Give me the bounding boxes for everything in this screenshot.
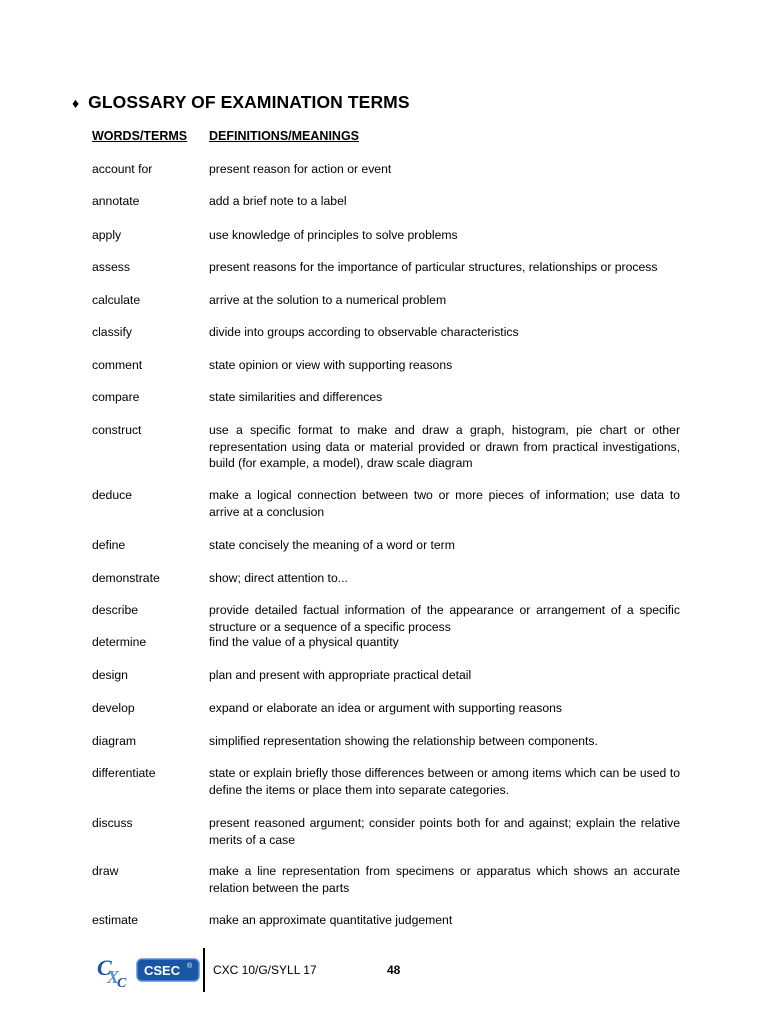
glossary-definition: state or explain briefly those differences between or among items which can be used to define the items or place them into separate categories. [209, 766, 680, 797]
section-heading [72, 92, 410, 113]
glossary-definition: make a logical connection between two or more pieces of information; use data to arrive at a conclusion [209, 488, 680, 519]
page-number: 48 [387, 963, 401, 977]
glossary-term: demonstrate [92, 571, 160, 585]
glossary-term: draw [92, 864, 119, 878]
glossary-definition: simplified representation showing the relationship between components. [209, 734, 598, 748]
page-title: GLOSSARY OF EXAMINATION TERMS [88, 92, 410, 112]
syllabus-code: CXC 10/G/SYLL 17 [213, 963, 317, 977]
glossary-definition: state opinion or view with supporting reasons [209, 358, 453, 372]
column-header-terms: WORDS/TERMS [92, 129, 188, 143]
glossary-term: annotate [92, 194, 140, 208]
glossary-definition: show; direct attention to... [209, 571, 348, 585]
logo-c-bottom: C [117, 976, 127, 989]
glossary-term: describe [92, 603, 139, 617]
glossary-definition: state similarities and differences [209, 390, 383, 404]
glossary-term: estimate [92, 913, 139, 927]
glossary-term: differentiate [92, 766, 156, 780]
glossary-term: determine [92, 635, 147, 649]
glossary-term: compare [92, 390, 140, 404]
glossary-definition: state concisely the meaning of a word or term [209, 538, 455, 552]
glossary-definition: add a brief note to a label [209, 194, 347, 208]
glossary-term: apply [92, 228, 122, 242]
glossary-term: assess [92, 260, 130, 274]
page-footer [0, 946, 768, 996]
glossary-definition: use knowledge of principles to solve problems [209, 228, 458, 242]
glossary-definition: plan and present with appropriate practical detail [209, 668, 472, 682]
glossary-term: comment [92, 358, 143, 372]
glossary-term: design [92, 668, 128, 682]
glossary-definition: expand or elaborate an idea or argument with supporting reasons [209, 701, 562, 715]
glossary-definition: provide detailed factual information of the appearance or arrangement of a specific structure or a sequence of a specific process [209, 603, 680, 634]
glossary-definition: find the value of a physical quantity [209, 635, 399, 649]
glossary-term: construct [92, 423, 142, 437]
glossary-term: discuss [92, 816, 133, 830]
logo-x-mark: X [107, 967, 120, 987]
glossary-term: deduce [92, 488, 132, 502]
cxc-csec-logo [95, 953, 201, 989]
glossary-definition: divide into groups according to observable characteristics [209, 325, 519, 339]
glossary-term: develop [92, 701, 135, 715]
glossary-term: diagram [92, 734, 137, 748]
diamond-bullet-icon: ♦ [72, 94, 80, 111]
footer-divider [203, 948, 205, 992]
glossary-definition: present reasoned argument; consider points both for and against; explain the relative merits of a case [209, 816, 680, 847]
glossary-term: calculate [92, 293, 141, 307]
glossary-definition: present reason for action or event [209, 162, 392, 176]
column-header-definitions: DEFINITIONS/MEANINGS [209, 129, 360, 143]
csec-badge-text: CSEC [144, 963, 181, 978]
registered-mark: ® [187, 963, 193, 970]
logo-c-top: C [97, 955, 112, 980]
glossary-definition: make an approximate quantitative judgement [209, 913, 453, 927]
glossary-term: account for [92, 162, 153, 176]
glossary-definition: present reasons for the importance of particular structures, relationships or process [209, 260, 658, 274]
glossary-definition: make a line representation from specimens or apparatus which shows an accurate relation between the parts [209, 864, 680, 895]
glossary-definition: use a specific format to make and draw a graph, histogram, pie chart or other representation using data or material provided or drawn from practical investigations, build (for example, a model), draw scale diagram [209, 423, 680, 470]
glossary-term: classify [92, 325, 132, 339]
glossary-definition: arrive at the solution to a numerical problem [209, 293, 447, 307]
glossary-term: define [92, 538, 126, 552]
